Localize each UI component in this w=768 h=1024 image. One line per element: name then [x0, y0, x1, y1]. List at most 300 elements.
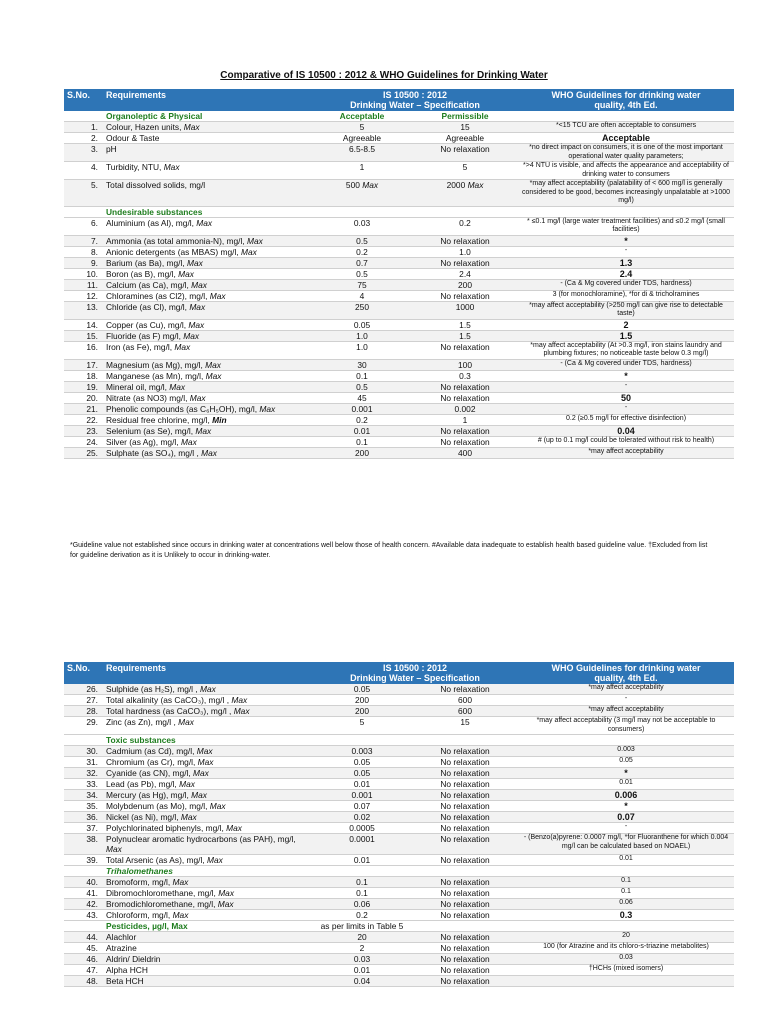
row-number: 14.: [86, 319, 98, 330]
pesticides-acceptable-note: as per limits in Table 5: [320, 921, 404, 931]
acceptable-limit: 200: [355, 447, 369, 458]
section-pesticides: Pesticides, µg/l, Max: [106, 921, 188, 931]
table-row: [64, 779, 734, 790]
permissible-limit: No relaxation: [440, 757, 490, 767]
table-row: [64, 370, 734, 381]
permissible-limit: No relaxation: [440, 801, 490, 811]
requirement: Residual free chlorine, mg/l, Min: [106, 414, 227, 425]
header-sno: S.No.: [64, 89, 103, 111]
requirement: Turbidity, NTU, Max: [106, 162, 180, 172]
table-row: [64, 888, 734, 899]
requirement: Fluoride (as F) mg/l, Max: [106, 330, 200, 341]
table-row: [64, 801, 734, 812]
acceptable-limit: 200: [355, 706, 369, 716]
requirement: Total hardness (as CaCO₃), mg/l , Max: [106, 706, 250, 716]
acceptable-limit: 0.1: [356, 888, 368, 898]
who-guideline: *: [624, 801, 628, 811]
acceptable-limit: 0.1: [356, 370, 368, 381]
requirement: Iron (as Fe), mg/l, Max: [106, 341, 191, 352]
permissible-limit: 200: [458, 279, 472, 290]
row-number: 44.: [86, 932, 98, 942]
table-row: [64, 768, 734, 779]
who-guideline: *may affect acceptability (At >0.3 mg/l, iron stains laundry and plumbing fixtures; no noticeable taste below 0.3 mg/l): [530, 341, 722, 357]
permissible-limit: No relaxation: [440, 235, 490, 246]
acceptable-limit: 0.001: [351, 403, 373, 414]
row-number: 41.: [86, 888, 98, 898]
row-number: 3.: [91, 144, 98, 154]
acceptable-limit: Agreeable: [342, 133, 382, 143]
section-row: [64, 206, 734, 217]
who-guideline: 2: [623, 319, 629, 330]
permissible-limit: No relaxation: [440, 392, 490, 403]
requirement: Dibromochloromethane, mg/l, Max: [106, 888, 235, 898]
row-number: 39.: [86, 855, 98, 865]
row-number: 38.: [86, 834, 98, 844]
requirement: Cadmium (as Cd), mg/l, Max: [106, 746, 213, 756]
row-number: 24.: [86, 436, 98, 447]
acceptable-limit: 0.5: [356, 235, 368, 246]
permissible-limit: No relaxation: [440, 290, 490, 301]
table-row: [64, 899, 734, 910]
table-row: [64, 425, 734, 436]
table-row: [64, 834, 734, 855]
requirement: Magnesium (as Mg), mg/l, Max: [106, 359, 221, 370]
subheader-permissible: Permissible: [441, 111, 489, 121]
requirement: Sulphide (as H₂S), mg/l , Max: [106, 684, 216, 694]
row-number: 45.: [86, 943, 98, 953]
table-row: [64, 319, 734, 330]
requirement: Colour, Hazen units, Max: [106, 122, 200, 132]
row-number: 46.: [86, 954, 98, 964]
table-row: [64, 954, 734, 965]
requirement: Nickel (as Ni), mg/l, Max: [106, 812, 197, 822]
who-guideline: 0.003: [617, 746, 635, 753]
row-number: 7.: [91, 235, 98, 246]
requirement: Total alkalinity (as CaCO₃), mg/l , Max: [106, 695, 248, 705]
requirement: Alpha HCH: [106, 965, 148, 975]
who-guideline: 0.05: [619, 757, 633, 764]
table-row: [64, 746, 734, 757]
table-row: [64, 436, 734, 447]
acceptable-limit: 0.05: [353, 684, 371, 694]
who-guideline: 20: [622, 932, 630, 939]
acceptable-limit: 0.001: [351, 790, 373, 800]
acceptable-limit: 0.0001: [349, 834, 375, 844]
table-row: [64, 144, 734, 162]
header-sno: S.No.: [64, 662, 103, 684]
permissible-limit: No relaxation: [440, 834, 490, 844]
header-requirements: Requirements: [103, 89, 312, 111]
row-number: 30.: [86, 746, 98, 756]
permissible-limit: 15: [460, 717, 470, 727]
table-row: [64, 932, 734, 943]
requirement: Lead (as Pb), mg/l, Max: [106, 779, 195, 789]
table-row: [64, 392, 734, 403]
acceptable-limit: 6.5-8.5: [348, 144, 376, 154]
who-guideline: *may affect acceptability (3 mg/l may not be acceptable to consumers): [536, 717, 716, 733]
requirement: Chloramines (as Cl2), mg/l, Max: [106, 290, 226, 301]
acceptable-limit: 500 Max: [345, 180, 379, 190]
acceptable-limit: 0.04: [353, 976, 371, 986]
requirement: Polynuclear aromatic hydrocarbons (as PAH), mg/l, Max: [106, 834, 296, 854]
table-row: [64, 414, 734, 425]
table-row: [64, 180, 734, 207]
acceptable-limit: 0.5: [356, 381, 368, 392]
row-number: 37.: [86, 823, 98, 833]
who-guideline: -: [624, 695, 628, 702]
who-guideline: 1.3: [619, 257, 633, 268]
acceptable-limit: 30: [357, 359, 367, 370]
permissible-limit: No relaxation: [440, 932, 490, 942]
requirement: Atrazine: [106, 943, 137, 953]
acceptable-limit: 0.05: [353, 757, 371, 767]
row-number: 2.: [91, 133, 98, 143]
permissible-limit: No relaxation: [440, 877, 490, 887]
permissible-limit: No relaxation: [440, 790, 490, 800]
row-number: 6.: [91, 217, 98, 228]
permissible-limit: No relaxation: [440, 943, 490, 953]
acceptable-limit: 5: [359, 717, 365, 727]
row-number: 17.: [86, 359, 98, 370]
who-guideline: Acceptable: [602, 133, 651, 143]
acceptable-limit: 0.0005: [349, 823, 375, 833]
requirement: Boron (as B), mg/l, Max: [106, 268, 194, 279]
acceptable-limit: 0.2: [356, 414, 368, 425]
requirement: Polychlorinated biphenyls, mg/l, Max: [106, 823, 242, 833]
requirement: Copper (as Cu), mg/l, Max: [106, 319, 205, 330]
row-number: 31.: [86, 757, 98, 767]
requirement: Selenium (as Se), mg/l, Max: [106, 425, 212, 436]
who-guideline: 0.04: [617, 425, 635, 436]
permissible-limit: No relaxation: [440, 910, 490, 920]
who-guideline: 0.006: [614, 790, 638, 800]
permissible-limit: 100: [458, 359, 472, 370]
requirement: Manganese (as Mn), mg/l, Max: [106, 370, 222, 381]
who-guideline: - (Ca & Mg covered under TDS, hardness): [560, 359, 692, 367]
acceptable-limit: 0.2: [356, 246, 368, 257]
row-number: 22.: [86, 414, 98, 425]
permissible-limit: No relaxation: [440, 144, 490, 154]
requirement: Silver (as Ag), mg/l, Max: [106, 436, 197, 447]
acceptable-limit: 1.0: [356, 341, 368, 352]
requirement: Beta HCH: [106, 976, 144, 986]
who-guideline: 0.03: [619, 954, 633, 961]
acceptable-limit: 0.01: [353, 855, 371, 865]
table-row: [64, 943, 734, 954]
requirement: Molybdenum (as Mo), mg/l, Max: [106, 801, 226, 811]
header-who: WHO Guidelines for drinking water quality, 4th Ed.: [518, 89, 734, 111]
permissible-limit: No relaxation: [440, 779, 490, 789]
acceptable-limit: 0.003: [351, 746, 373, 756]
permissible-limit: 1.0: [459, 246, 471, 257]
permissible-limit: 0.2: [459, 217, 471, 228]
who-guideline: *may affect acceptability (>250 mg/l can give rise to detectable taste): [529, 301, 723, 317]
permissible-limit: 5: [462, 162, 468, 172]
requirement: Phenolic compounds (as C₆H₅OH), mg/l, Max: [106, 403, 276, 414]
permissible-limit: No relaxation: [440, 855, 490, 865]
row-number: 9.: [91, 257, 98, 268]
table-row: [64, 162, 734, 180]
acceptable-limit: 0.02: [353, 812, 371, 822]
table-row: [64, 757, 734, 768]
acceptable-limit: 0.05: [353, 319, 371, 330]
acceptable-limit: 75: [357, 279, 367, 290]
permissible-limit: No relaxation: [440, 768, 490, 778]
acceptable-limit: 0.01: [353, 425, 371, 436]
who-guideline: 0.06: [619, 899, 633, 906]
who-guideline: 0.1: [621, 877, 631, 884]
permissible-limit: No relaxation: [440, 823, 490, 833]
permissible-limit: 1000: [455, 301, 475, 312]
requirement: Ammonia (as total ammonia-N), mg/l, Max: [106, 235, 263, 246]
requirement: Barium (as Ba), mg/l, Max: [106, 257, 203, 268]
requirement: Chloride (as Cl), mg/l, Max: [106, 301, 206, 312]
row-number: 26.: [86, 684, 98, 694]
row-number: 11.: [86, 279, 98, 290]
who-guideline: # (up to 0.1 mg/l could be tolerated without risk to health): [537, 436, 715, 444]
page-title: Comparative of IS 10500 : 2012 & WHO Guidelines for Drinking Water: [220, 70, 548, 81]
who-guideline: -: [624, 823, 628, 830]
permissible-limit: No relaxation: [440, 381, 490, 392]
permissible-limit: 0.3: [459, 370, 471, 381]
requirement: Chloroform, mg/l, Max: [106, 910, 189, 920]
section-undesirable: Undesirable substances: [106, 206, 203, 217]
permissible-limit: No relaxation: [440, 812, 490, 822]
row-number: 40.: [86, 877, 98, 887]
permissible-limit: No relaxation: [440, 436, 490, 447]
table-row: [64, 706, 734, 717]
who-guideline: - (Ca & Mg covered under TDS, hardness): [560, 279, 692, 287]
requirement: Chromium (as Cr), mg/l, Max: [106, 757, 214, 767]
who-guideline: * ≤0.1 mg/l (large water treatment facilities) and ≤0.2 mg/l (small facilities): [527, 217, 725, 233]
acceptable-limit: 5: [359, 122, 365, 132]
permissible-limit: 2000 Max: [446, 180, 484, 190]
row-number: 43.: [86, 910, 98, 920]
section-trihalomethanes: Trihalomethanes: [106, 866, 173, 876]
acceptable-limit: 0.07: [353, 801, 371, 811]
requirement: Bromodichloromethane, mg/l, Max: [106, 899, 234, 909]
acceptable-limit: 200: [355, 695, 369, 705]
acceptable-limit: 0.1: [356, 436, 368, 447]
permissible-limit: No relaxation: [440, 425, 490, 436]
who-guideline: *may affect acceptability (palatability of < 600 mg/l is generally considered to be good, becomes increasingly unpalatable at >1000 mg/l): [522, 180, 731, 204]
acceptable-limit: 0.01: [353, 779, 371, 789]
requirement: Aluminium (as Al), mg/l, Max: [106, 217, 213, 228]
permissible-limit: No relaxation: [440, 888, 490, 898]
table-row: [64, 965, 734, 976]
table-row: [64, 684, 734, 695]
table-row: [64, 910, 734, 921]
row-number: 19.: [86, 381, 98, 392]
requirement: Anionic detergents (as MBAS) mg/l, Max: [106, 246, 257, 257]
row-number: 18.: [86, 370, 98, 381]
who-guideline: *: [624, 235, 628, 246]
row-number: 32.: [86, 768, 98, 778]
table-row: [64, 717, 734, 735]
who-guideline: 0.1: [621, 888, 631, 895]
who-guideline: *may affect acceptability: [588, 447, 664, 455]
comparison-table-2: [64, 662, 734, 987]
acceptable-limit: 4: [359, 290, 365, 301]
header-requirements: Requirements: [103, 662, 312, 684]
permissible-limit: 0.002: [454, 403, 476, 414]
permissible-limit: 600: [458, 706, 472, 716]
requirement: Cyanide (as CN), mg/l, Max: [106, 768, 209, 778]
who-guideline: *may affect acceptability: [588, 684, 664, 691]
permissible-limit: 1.5: [459, 330, 471, 341]
table-row: [64, 823, 734, 834]
requirement: pH: [106, 144, 117, 154]
requirement: Alachlor: [106, 932, 137, 942]
permissible-limit: No relaxation: [440, 257, 490, 268]
table-row: [64, 812, 734, 823]
who-guideline: †HCHs (mixed isomers): [588, 965, 664, 972]
table-row: [64, 330, 734, 341]
table-row: [64, 122, 734, 133]
who-guideline: *>4 NTU is visible, and affects the appearance and acceptability of drinking water to consumers: [523, 162, 729, 178]
acceptable-limit: 1: [359, 162, 365, 172]
row-number: 15.: [86, 330, 98, 341]
who-guideline: - (Benzo(a)pyrene: 0.0007 mg/l, *for Fluoranthene for which 0.004 mg/l can be calculated based on NOAEL): [523, 834, 729, 850]
row-number: 20.: [86, 392, 98, 403]
table-row: [64, 359, 734, 370]
permissible-limit: Agreeable: [445, 133, 485, 143]
requirement: Total dissolved solids, mg/l: [106, 180, 206, 190]
who-guideline: 0.07: [617, 812, 635, 822]
who-guideline: *: [624, 768, 628, 778]
section-row: [64, 866, 734, 877]
row-number: 1.: [91, 122, 98, 132]
row-number: 33.: [86, 779, 98, 789]
requirement: Aldrin/ Dieldrin: [106, 954, 161, 964]
table-row: [64, 133, 734, 144]
row-number: 28.: [86, 706, 98, 716]
row-number: 34.: [86, 790, 98, 800]
section-row: [64, 111, 734, 122]
acceptable-limit: 250: [355, 301, 369, 312]
who-guideline: *no direct impact on consumers, it is one of the most important operational water quality parameters;: [529, 144, 723, 160]
header-is10500: IS 10500 : 2012 Drinking Water – Specification: [312, 662, 518, 684]
row-number: 29.: [86, 717, 98, 727]
table-row: [64, 381, 734, 392]
row-number: 8.: [91, 246, 98, 257]
table-row: [64, 403, 734, 414]
section-row: [64, 735, 734, 746]
who-guideline: 100 (for Atrazine and its chloro-s-triazine metabolites): [543, 943, 709, 950]
footnote: *Guideline value not established since occurs in drinking water at concentrations well below those of health concern. #Available data inadequate to establish health based guideline value. †Excluded from list for guideline derivation as it is Unlikely to occur in drinking-water.: [70, 542, 708, 559]
requirement: Zinc (as Zn), mg/l , Max: [106, 717, 194, 727]
who-guideline: [518, 976, 734, 987]
requirement: Calcium (as Ca), mg/l, Max: [106, 279, 207, 290]
row-number: 16.: [86, 341, 98, 352]
acceptable-limit: 0.03: [353, 954, 371, 964]
permissible-limit: No relaxation: [440, 965, 490, 975]
who-guideline: 0.01: [619, 855, 633, 862]
table-row: [64, 877, 734, 888]
permissible-limit: 2.4: [459, 268, 471, 279]
table-row: [64, 976, 734, 987]
who-guideline: 2.4: [619, 268, 633, 279]
table-row: [64, 855, 734, 866]
table-row: [64, 695, 734, 706]
table-row: [64, 447, 734, 458]
table-row: [64, 301, 734, 319]
table-row: [64, 246, 734, 257]
permissible-limit: 15: [460, 122, 470, 132]
acceptable-limit: 0.03: [353, 217, 371, 228]
table-row: [64, 290, 734, 301]
row-number: 35.: [86, 801, 98, 811]
permissible-limit: 1.5: [459, 319, 471, 330]
header-is10500: IS 10500 : 2012 Drinking Water – Specification: [312, 89, 518, 111]
acceptable-limit: 0.7: [356, 257, 368, 268]
who-guideline: 0.2 (≥0.5 mg/l for effective disinfection): [565, 414, 687, 422]
row-number: 12.: [86, 290, 98, 301]
table-row: [64, 257, 734, 268]
requirement: Bromoform, mg/l, Max: [106, 877, 189, 887]
who-guideline: 50: [621, 392, 632, 403]
row-number: 25.: [86, 447, 98, 458]
row-number: 21.: [86, 403, 98, 414]
table-row: [64, 279, 734, 290]
table-row: [64, 235, 734, 246]
row-number: 23.: [86, 425, 98, 436]
who-guideline: 0.01: [619, 779, 633, 786]
permissible-limit: No relaxation: [440, 899, 490, 909]
permissible-limit: No relaxation: [440, 341, 490, 352]
acceptable-limit: 0.05: [353, 768, 371, 778]
row-number: 4.: [91, 162, 98, 172]
requirement: Odour & Taste: [106, 133, 160, 143]
who-guideline: -: [624, 403, 628, 411]
acceptable-limit: 0.2: [356, 910, 368, 920]
row-number: 27.: [86, 695, 98, 705]
acceptable-limit: 1.0: [356, 330, 368, 341]
row-number: 48.: [86, 976, 98, 986]
comparison-table-1: [64, 89, 734, 459]
requirement: Nitrate (as NO3) mg/l, Max: [106, 392, 206, 403]
who-guideline: 1.5: [619, 330, 633, 341]
section-toxic: Toxic substances: [106, 735, 176, 745]
permissible-limit: No relaxation: [440, 954, 490, 964]
who-guideline: 3 (for monochloramine), *for di & tricholramines: [552, 290, 700, 298]
row-number: 10.: [86, 268, 98, 279]
row-number: 5.: [91, 180, 98, 190]
acceptable-limit: 0.5: [356, 268, 368, 279]
acceptable-limit: 0.01: [353, 965, 371, 975]
acceptable-limit: 0.06: [353, 899, 371, 909]
acceptable-limit: 0.1: [356, 877, 368, 887]
who-guideline: -: [624, 381, 628, 389]
who-guideline: *: [624, 370, 628, 381]
who-guideline: *<15 TCU are often acceptable to consumers: [555, 122, 697, 129]
table-row: [64, 790, 734, 801]
requirement: Sulphate (as SO₄), mg/l , Max: [106, 447, 217, 458]
permissible-limit: 400: [458, 447, 472, 458]
permissible-limit: No relaxation: [440, 976, 490, 986]
table-row: [64, 341, 734, 359]
table-row: [64, 268, 734, 279]
row-number: 47.: [86, 965, 98, 975]
permissible-limit: No relaxation: [440, 684, 490, 694]
who-guideline: -: [624, 246, 628, 254]
section-organoleptic: Organoleptic & Physical: [106, 111, 203, 121]
subheader-acceptable: Acceptable: [339, 111, 385, 121]
row-number: 13.: [86, 301, 98, 312]
row-number: 36.: [86, 812, 98, 822]
acceptable-limit: 45: [357, 392, 367, 403]
header-who: WHO Guidelines for drinking water quality, 4th Ed.: [518, 662, 734, 684]
